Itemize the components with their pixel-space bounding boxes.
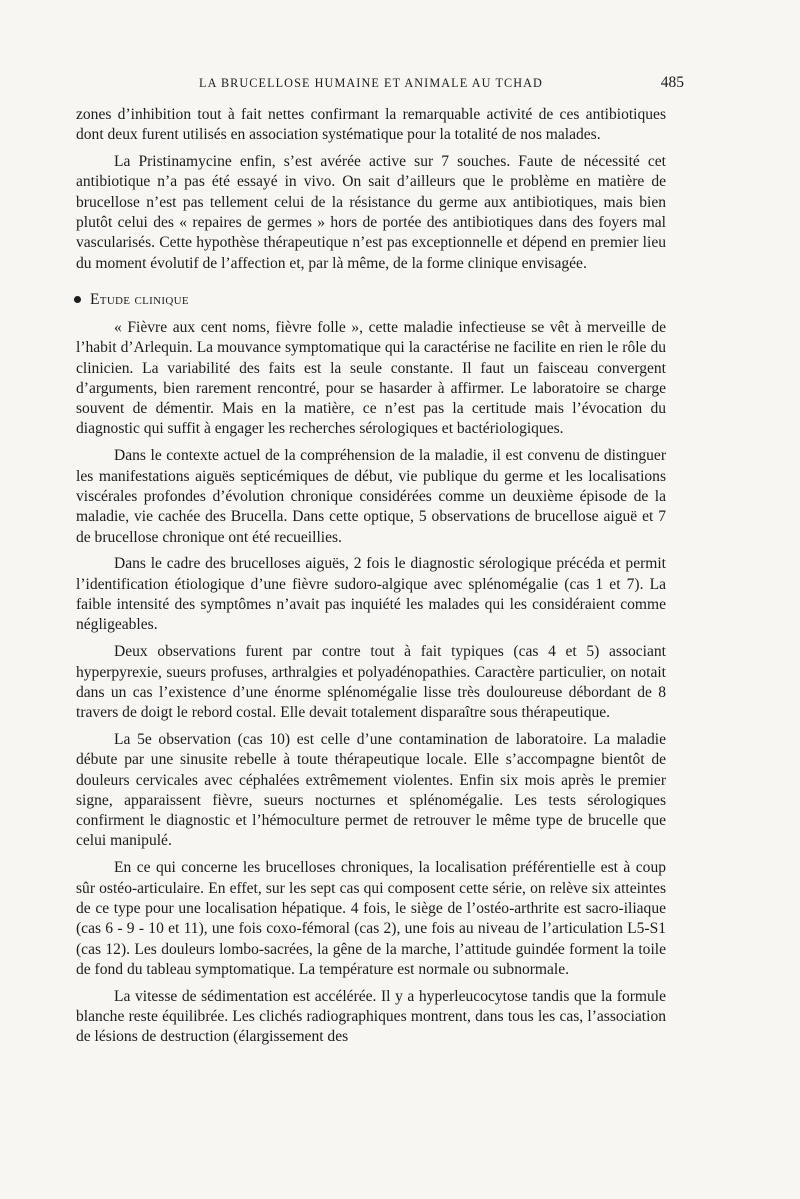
paragraph: Deux observations furent par contre tout à fait typiques (cas 4 et 5) associant hyperpyrexie, sueurs profuses, arthralgies et polyadénopathies. Caractère particulier, on notait dans un cas l’existence d’une énorme splénomégalie lisse très douloureuse débordant de 8 travers de doigt le rebord costal. Elle devait totalement disparaître sous thérapeutique.	[76, 643, 666, 722]
paragraph: zones d’inhibition tout à fait nettes confirmant la remarquable activité de ces antibiotiques dont deux furent utilisés en association systématique pour la totalité de nos malades.	[76, 106, 666, 144]
paragraph: « Fièvre aux cent noms, fièvre folle », cette maladie infectieuse se vêt à merveille de l’habit d’Arlequin. La mouvance symptomatique qui la caractérise ne facilite en rien le rôle du clinicien. La variabilité des faits est la seule constante. Il faut un faisceau convergent d’arguments, bien rarement rencontré, pour se hasarder à affirmer. Le laboratoire se charge souvent de démentir. Mais en la matière, ce n’est pas la certitude mais l’évocation du diagnostic qui suffit à engager les recherches sérologiques et bactériologiques.	[76, 318, 666, 438]
paragraph: En ce qui concerne les brucelloses chroniques, la localisation préférentielle est à coup sûr ostéo-articulaire. En effet, sur les sept cas qui composent cette série, on relève six atteintes de ce type pour une localisation hépatique. 4 fois, le siège de l’ostéo-arthrite est sacro-iliaque (cas 6 - 9 - 10 et 11), une fois coxo-fémoral (cas 2), une fois au niveau de l’articulation L5-S1 (cas 12). Les douleurs lombo-sacrées, la gêne de la marche, l’attitude guindée forment la toile de fond du tableau symptomatique. La température est normale ou subnormale.	[76, 859, 666, 978]
document-page	[76, 60, 684, 1054]
bullet-icon	[74, 296, 81, 303]
running-title: LA BRUCELLOSE HUMAINE ET ANIMALE AU TCHAD	[199, 76, 543, 90]
body-text	[76, 105, 666, 1048]
paragraph: Dans le cadre des brucelloses aiguës, 2 fois le diagnostic sérologique précéda et permit l’identification étiologique d’une fièvre sudoro-algique avec splénomégalie (cas 1 et 7). La faible intensité des symptômes n’avait pas inquiété les malades qui les considéraient comme négligeables.	[76, 555, 666, 634]
section-heading	[74, 290, 666, 310]
paragraph: La 5e observation (cas 10) est celle d’une contamination de laboratoire. La maladie débute par une sinusite rebelle à toute thérapeutique locale. Elle s’accompagne bientôt de douleurs cervicales avec céphalées extrêmement violentes. Enfin six mois après le premier signe, apparaissent fièvre, sueurs nocturnes et splénomégalie. Les tests sérologiques confirment le diagnostic et l’hémoculture permet de retrouver le même type de brucelle que celui manipulé.	[76, 730, 666, 850]
paragraph: La Pristinamycine enfin, s’est avérée active sur 7 souches. Faute de nécessité cet antibiotique n’a pas été essayé in vivo. On sait d’ailleurs que le problème en matière de brucellose n’est pas tellement celui de la résistance du germe aux antibiotiques, mais bien plutôt celui des « repaires de germes » hors de portée des antibiotiques dans des foyers mal vascularisés. Cette hypothèse thérapeutique n’est pas exceptionnelle et dépend en premier lieu du moment évolutif de l’affection et, par là même, de la forme clinique envisagée.	[76, 153, 666, 272]
section-title: Etude clinique	[90, 290, 189, 308]
paragraph: Dans le contexte actuel de la compréhension de la maladie, il est convenu de distinguer les manifestations aiguës septicémiques de début, vie publique du germe et les localisations viscérales profondes d’évolution chronique considérées comme un deuxième épisode de la maladie, vie cachée des Brucella. Dans cette optique, 5 observations de brucellose aiguë et 7 de brucellose chronique ont été recueillies.	[76, 447, 666, 546]
page-number: 485	[660, 74, 684, 91]
paragraph: La vitesse de sédimentation est accélérée. Il y a hyperleucocytose tandis que la formule blanche reste équilibrée. Les clichés radiographiques montrent, dans tous les cas, l’association de lésions de destruction (élargissement des	[76, 987, 666, 1046]
running-header	[76, 60, 684, 91]
